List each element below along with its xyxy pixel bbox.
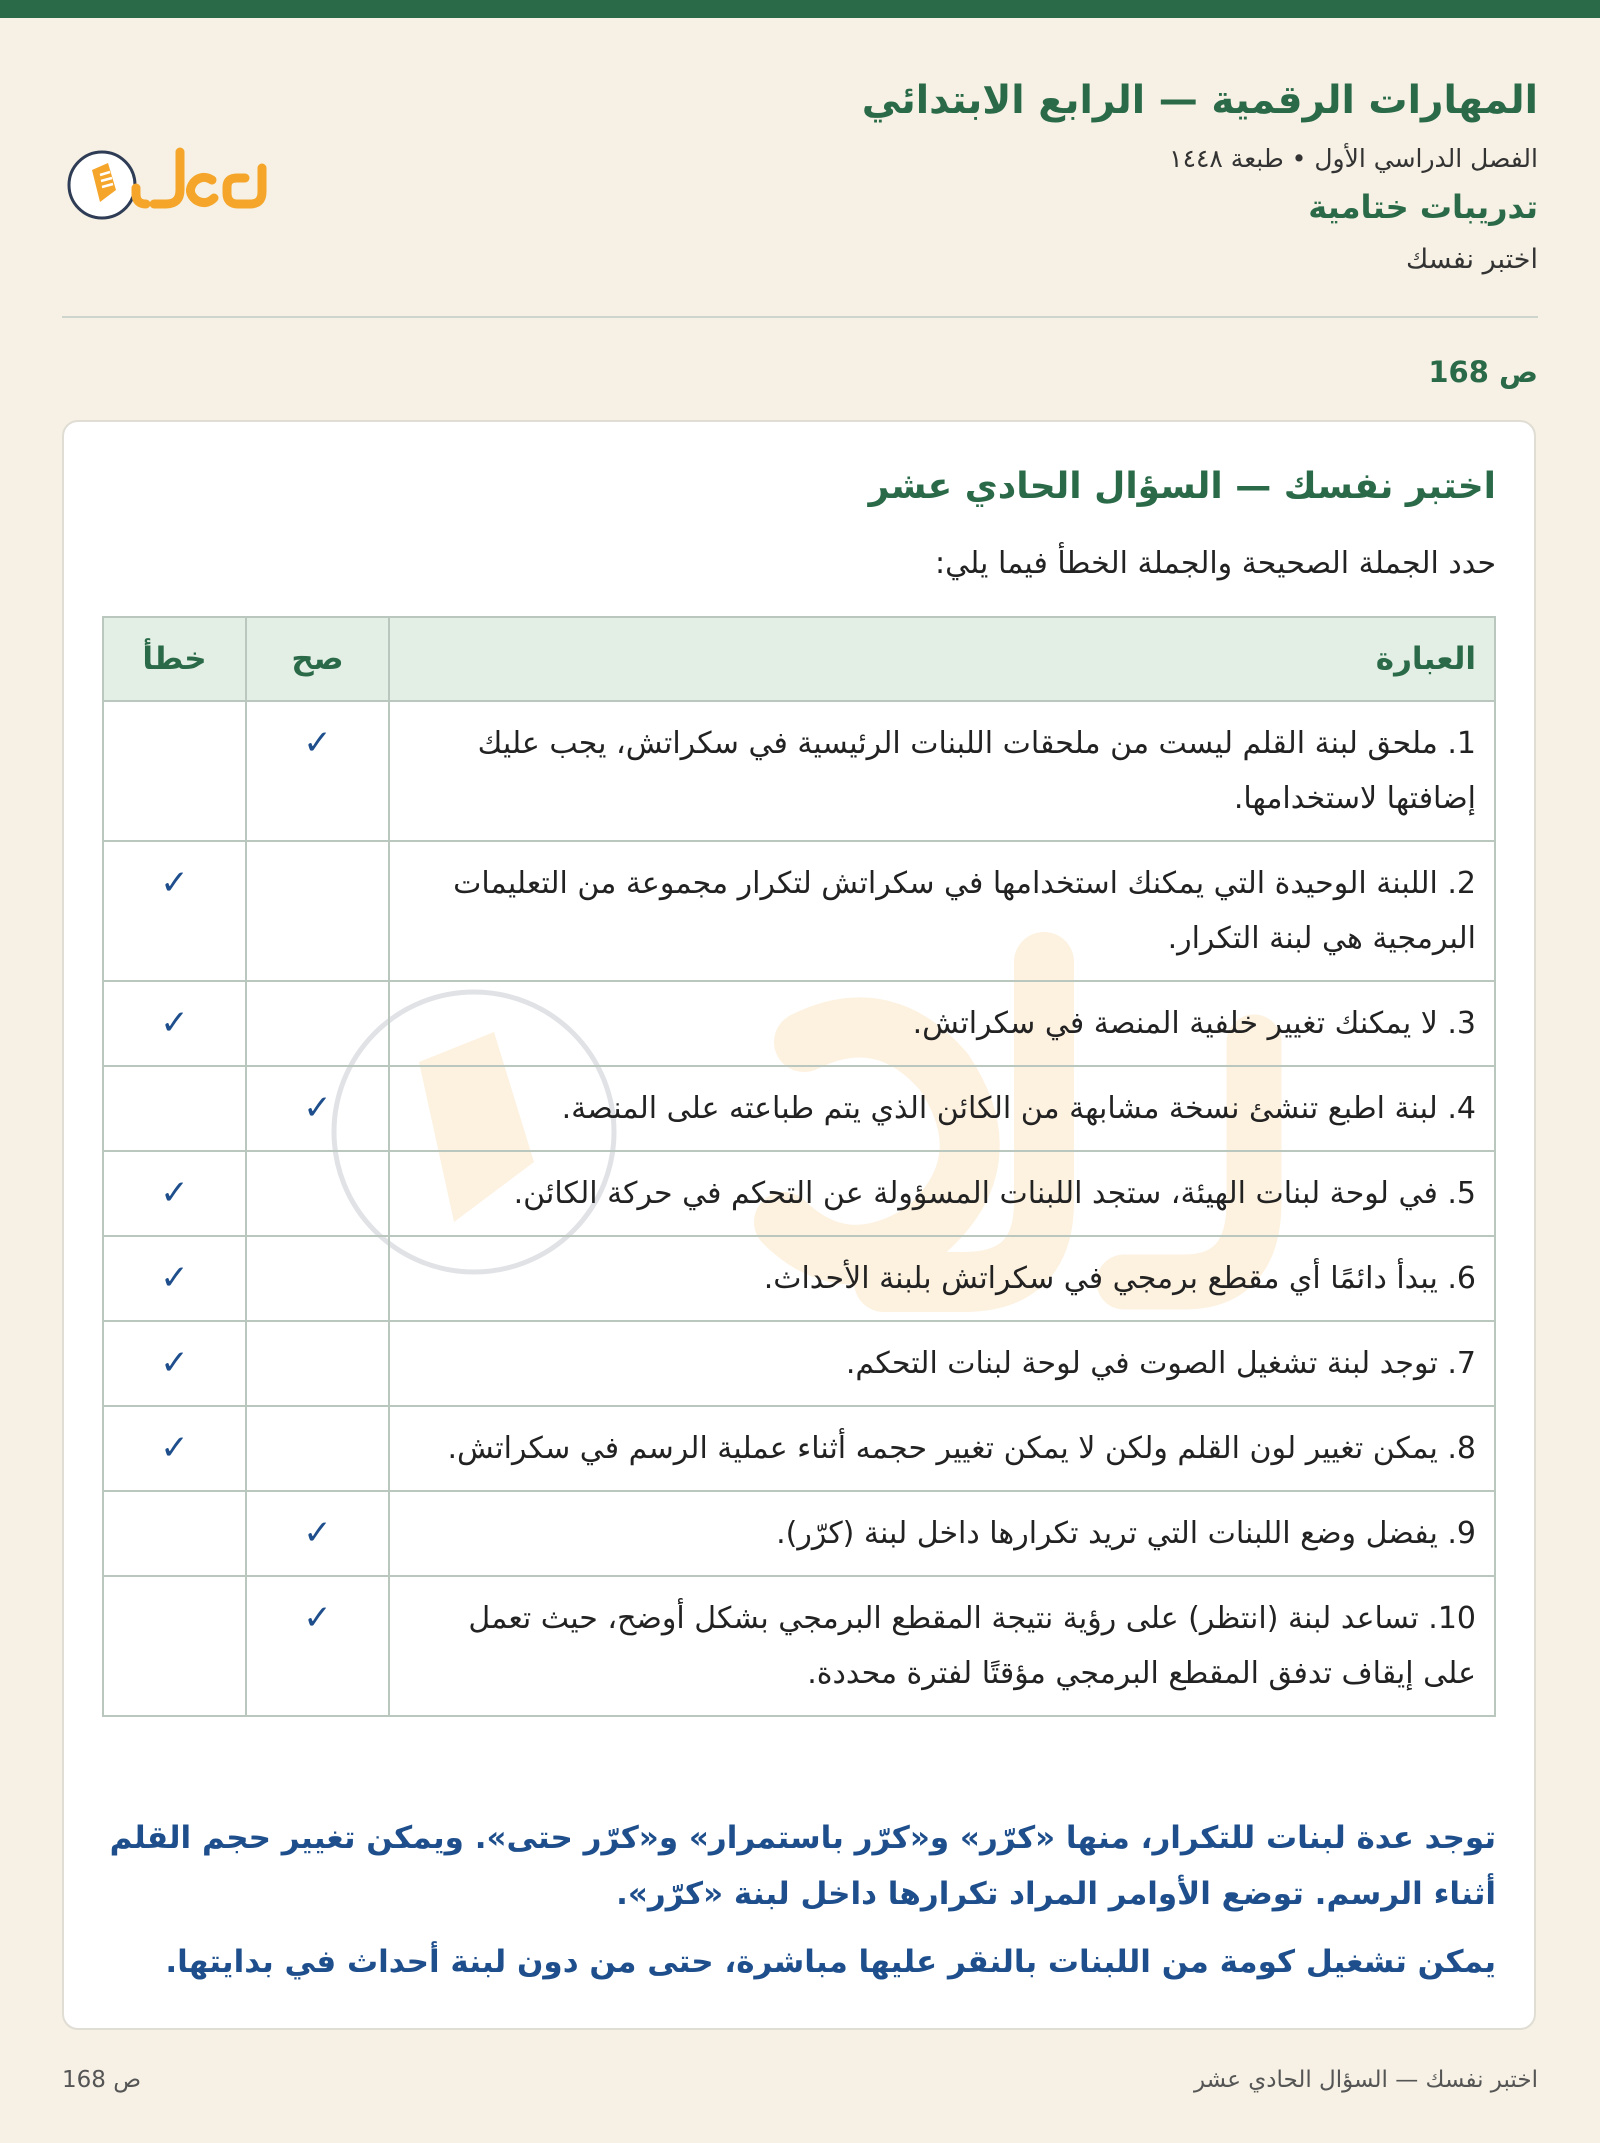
table-row xyxy=(103,981,1495,1066)
false-cell xyxy=(103,841,246,981)
answer-notes xyxy=(102,1810,1496,1990)
true-cell xyxy=(246,1151,389,1236)
statement-text: 5. في لوحة لبنات الهيئة، ستجد اللبنات المسؤولة عن التحكم في حركة الكائن. xyxy=(389,1151,1495,1236)
checkmark-icon: ✓ xyxy=(160,1173,189,1213)
statement-text: 2. اللبنة الوحيدة التي يمكنك استخدامها في سكراتش لتكرار مجموعة من التعليمات البرمجية هي لبنة التكرار. xyxy=(389,841,1495,981)
statement-text: 1. ملحق لبنة القلم ليست من ملحقات اللبنات الرئيسية في سكراتش، يجب عليك إضافتها لاستخدامها. xyxy=(389,701,1495,841)
false-cell xyxy=(103,701,246,841)
statement-text: 4. لبنة اطبع تنشئ نسخة مشابهة من الكائن الذي يتم طباعته على المنصة. xyxy=(389,1066,1495,1151)
section-title: تدريبات ختامية xyxy=(1308,188,1538,226)
true-cell xyxy=(246,1406,389,1491)
hulul-logo xyxy=(62,130,282,230)
book-title: المهارات الرقمية — الرابع الابتدائي xyxy=(861,78,1538,123)
subsection-title: اختبر نفسك xyxy=(1406,244,1538,275)
checkmark-icon: ✓ xyxy=(303,1513,332,1553)
statement-text: 8. يمكن تغيير لون القلم ولكن لا يمكن تغيير حجمه أثناء عملية الرسم في سكراتش. xyxy=(389,1406,1495,1491)
checkmark-icon: ✓ xyxy=(303,1088,332,1128)
false-cell xyxy=(103,1066,246,1151)
statement-text: 9. يفضل وضع اللبنات التي تريد تكرارها داخل لبنة (كرّر). xyxy=(389,1491,1495,1576)
question-title: اختبر نفسك — السؤال الحادي عشر xyxy=(868,466,1496,507)
true-cell xyxy=(246,1236,389,1321)
true-cell xyxy=(246,1491,389,1576)
checkmark-icon: ✓ xyxy=(160,1003,189,1043)
table-row xyxy=(103,1066,1495,1151)
statement-text: 3. لا يمكنك تغيير خلفية المنصة في سكراتش. xyxy=(389,981,1495,1066)
true-cell xyxy=(246,981,389,1066)
page-header xyxy=(62,78,1538,318)
logo-graphic xyxy=(62,130,282,230)
false-cell xyxy=(103,1576,246,1716)
table-row xyxy=(103,1236,1495,1321)
table-row xyxy=(103,1321,1495,1406)
table-row xyxy=(103,841,1495,981)
true-cell xyxy=(246,1066,389,1151)
table-row xyxy=(103,1406,1495,1491)
footer-page-number: ص 168 xyxy=(62,2067,142,2093)
answer-note-2: يمكن تشغيل كومة من اللبنات بالنقر عليها مباشرة، حتى من دون لبنة أحداث في بدايتها. xyxy=(165,1944,1496,1980)
checkmark-icon: ✓ xyxy=(160,1428,189,1468)
table-header-row xyxy=(103,617,1495,701)
statement-text: 6. يبدأ دائمًا أي مقطع برمجي في سكراتش بلبنة الأحداث. xyxy=(389,1236,1495,1321)
answer-note-1: توجد عدة لبنات للتكرار، منها «كرّر» و«كرّر باستمرار» و«كرّر حتى». ويمكن تغيير حجم القلم أثناء الرسم. توضع الأوامر المراد تكرارها داخل لبنة «كرّر». xyxy=(109,1820,1496,1912)
question-card xyxy=(62,420,1536,2030)
false-cell xyxy=(103,981,246,1066)
checkmark-icon: ✓ xyxy=(160,1343,189,1383)
false-cell xyxy=(103,1491,246,1576)
statement-text: 7. توجد لبنة تشغيل الصوت في لوحة لبنات التحكم. xyxy=(389,1321,1495,1406)
edition-info: الفصل الدراسي الأول • طبعة ١٤٤٨ xyxy=(1169,144,1538,173)
true-false-table xyxy=(102,616,1496,1717)
false-cell xyxy=(103,1236,246,1321)
table-row xyxy=(103,1151,1495,1236)
checkmark-icon: ✓ xyxy=(303,1598,332,1638)
footer-question-label: اختبر نفسك — السؤال الحادي عشر xyxy=(1193,2067,1538,2093)
checkmark-icon: ✓ xyxy=(303,723,332,763)
true-cell xyxy=(246,1321,389,1406)
false-cell xyxy=(103,1151,246,1236)
table-row xyxy=(103,1576,1495,1716)
true-cell xyxy=(246,701,389,841)
table-body xyxy=(103,701,1495,1716)
false-cell xyxy=(103,1321,246,1406)
header-statement: العبارة xyxy=(389,617,1495,701)
table-row xyxy=(103,701,1495,841)
checkmark-icon: ✓ xyxy=(160,1258,189,1298)
question-instruction: حدد الجملة الصحيحة والجملة الخطأ فيما يلي: xyxy=(935,546,1496,581)
true-cell xyxy=(246,841,389,981)
checkmark-icon: ✓ xyxy=(160,863,189,903)
page-number-ref: ص 168 xyxy=(1428,355,1538,389)
top-accent-bar xyxy=(0,0,1600,18)
true-cell xyxy=(246,1576,389,1716)
table-row xyxy=(103,1491,1495,1576)
false-cell xyxy=(103,1406,246,1491)
header-true: صح xyxy=(246,617,389,701)
statement-text: 10. تساعد لبنة (انتظر) على رؤية نتيجة المقطع البرمجي بشكل أوضح، حيث تعمل على إيقاف تدفق المقطع البرمجي مؤقتًا لفترة محددة. xyxy=(389,1576,1495,1716)
header-false: خطأ xyxy=(103,617,246,701)
header-divider xyxy=(62,316,1538,318)
